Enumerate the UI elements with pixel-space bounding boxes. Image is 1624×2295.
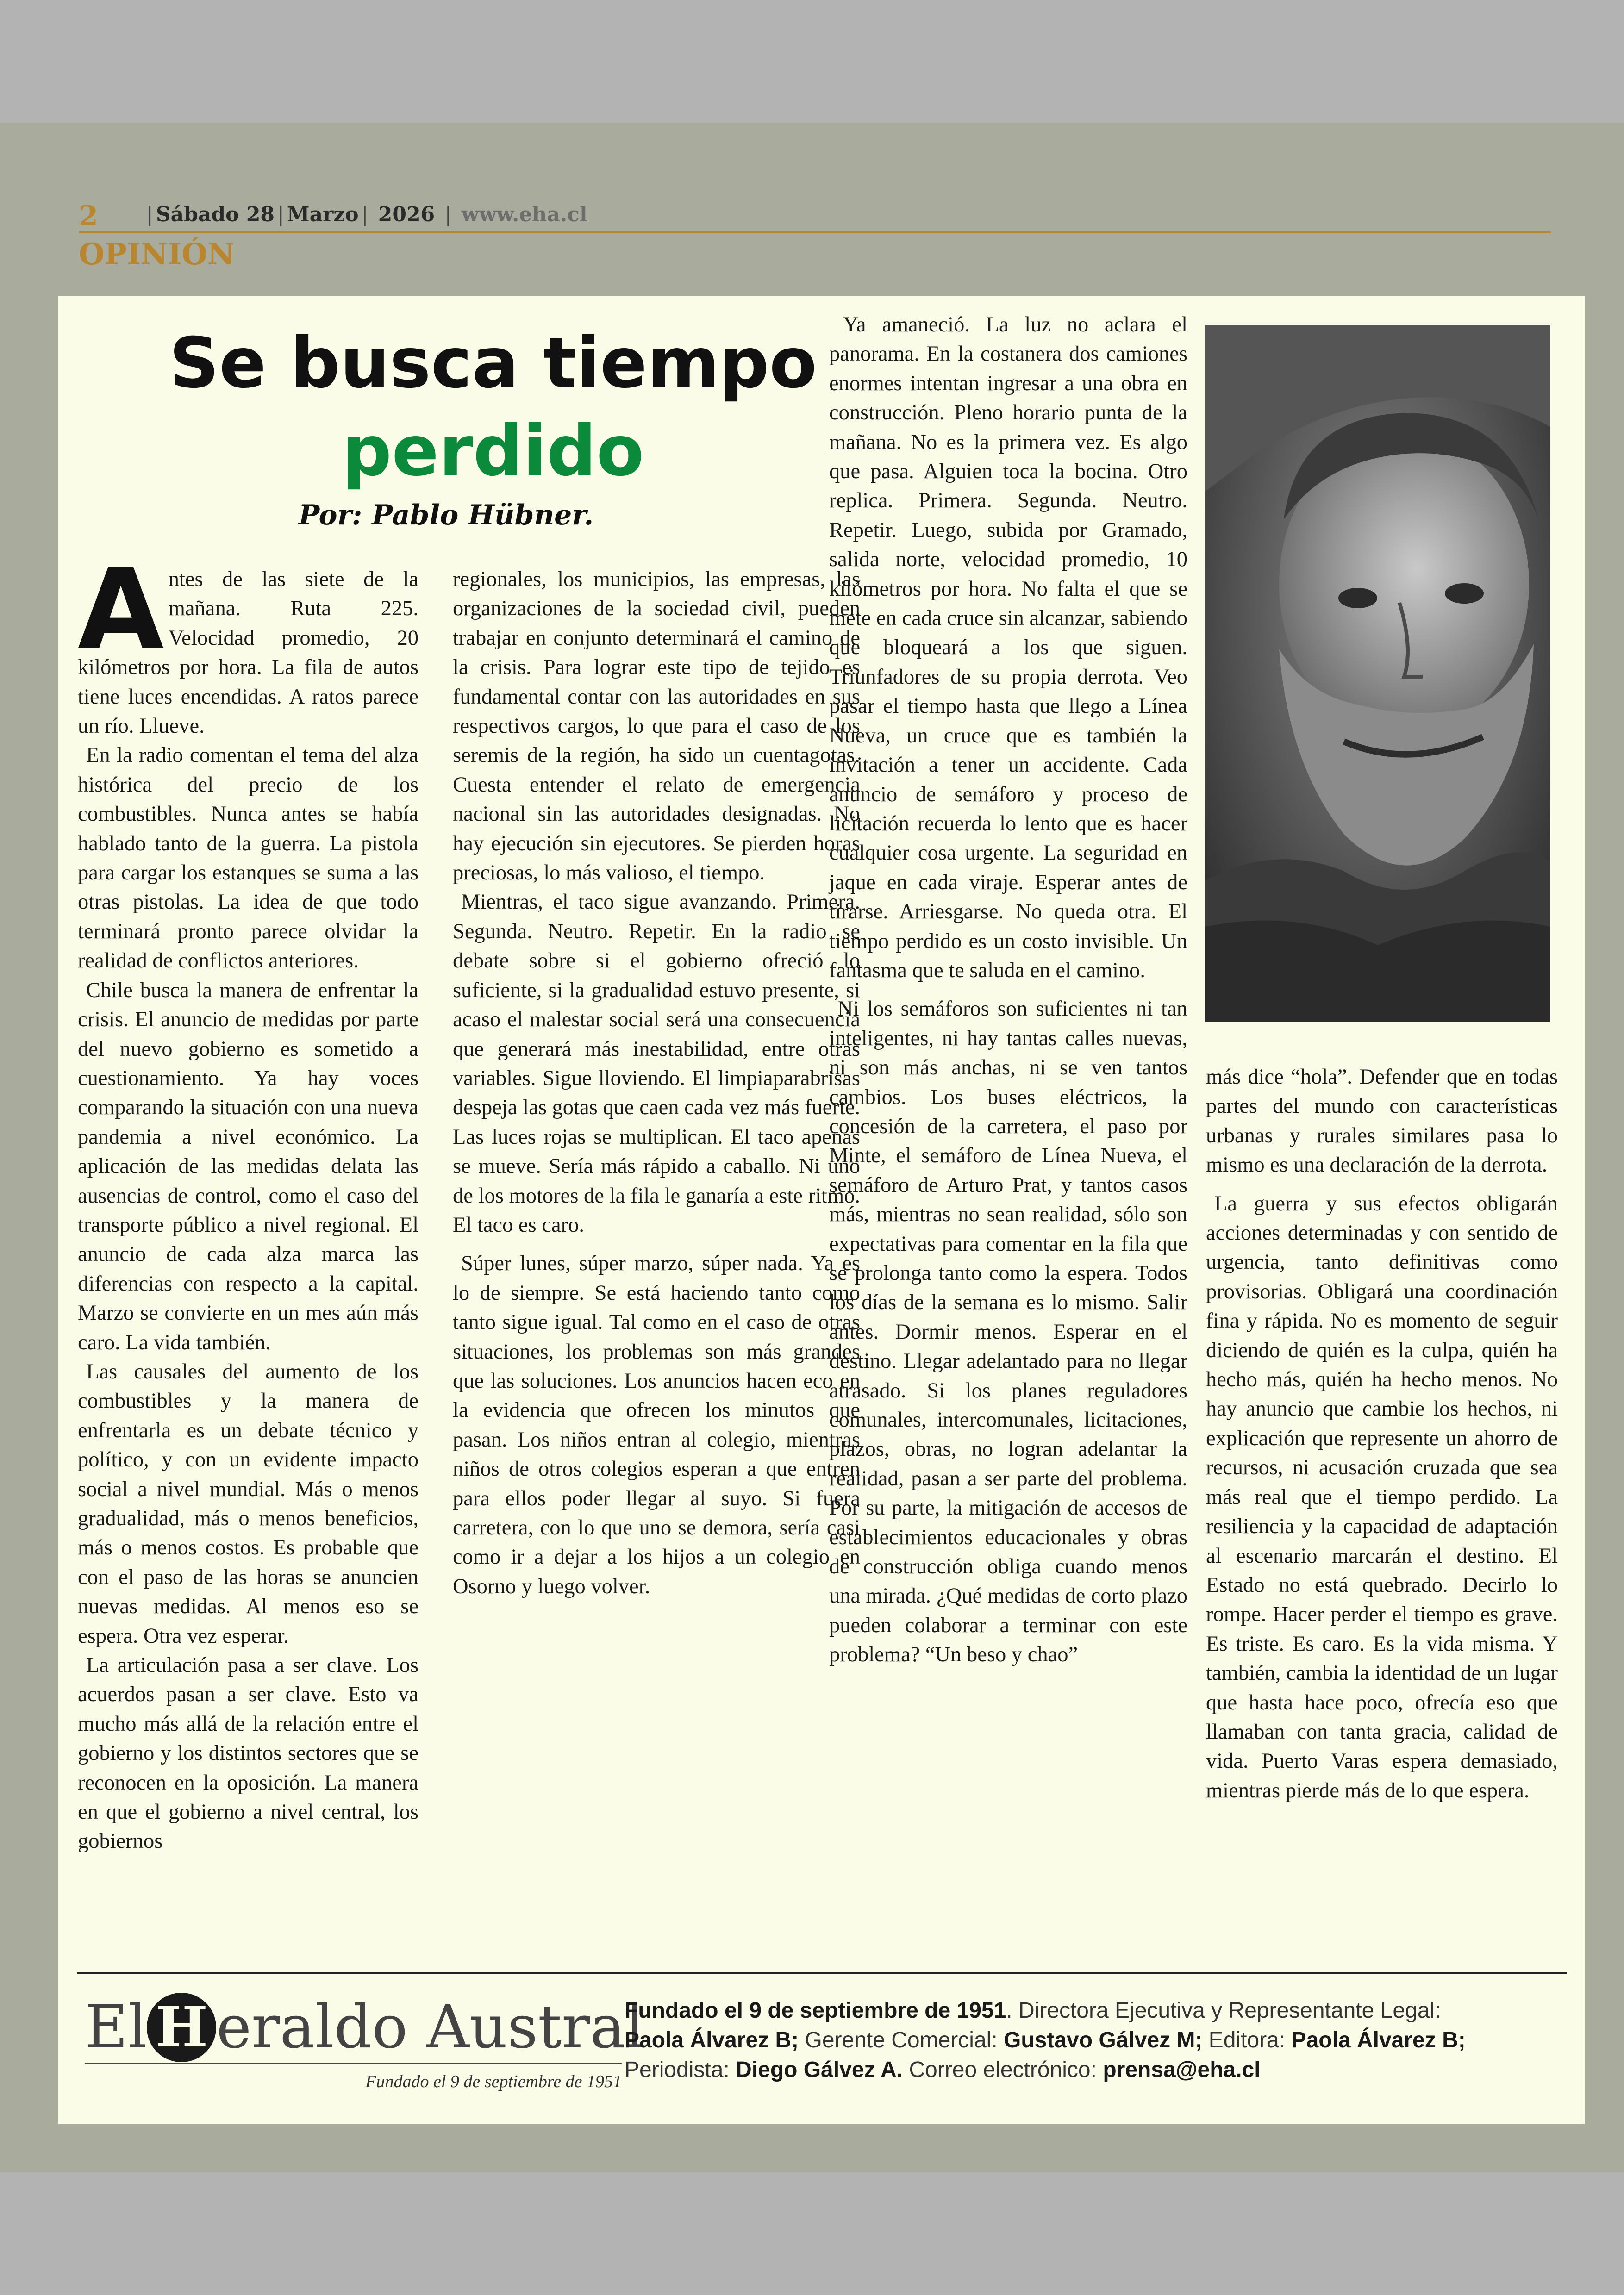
email-link[interactable]: prensa@eha.cl [1103,2058,1261,2082]
portrait-illustration [1205,325,1550,1022]
headline-line-2: perdido [342,411,644,492]
paragraph: Ya amaneció. La luz no aclara el panorama. En la costanera dos camiones enormes intentan ingresar a una obra en construcción. Pleno horario punta de la mañana. No es la primera vez. Es algo que pasa. Alguien toca la bocina. Otro replica. Primera. Segunda. Neutro. Repetir. Luego, subida por Gramado, salida norte, velocidad promedio, 10 kilómetros por hora. No falta el que se mete en cada cruce sin alcanzar, sabiendo que bloqueará a los que siguen. Triunfadores de su propia derrota. Veo pasar el tiempo hasta que llego a Línea Nueva, un cruce que es también la invitación a tener un accidente. Cada anuncio de semáforo y proceso de licitación recuerda lo lento que es hacer cualquier cosa urgente. La seguridad en jaque en cada viraje. Esperar antes de tirarse. Arriesgarse. No queda otra. El tiempo perdido es un costo invisible. Un fantasma que te saluda en el camino. [829,313,1187,982]
paragraph: Súper lunes, súper marzo, súper nada. Ya es lo de siempre. Se está haciendo tanto como tanto sigue igual. Tal como en el caso de otras situaciones, los problemas son más grandes que las soluciones. Los anuncios hacen eco en la evidencia que ofrecen los minutos que pasan. Los niños entran al colegio, mientras niños de otros colegios esperan a que entren para ellos poder llegar al suyo. Si fuera carretera, con lo que uno se demora, sería casi como ir a dejar a los hijos a un colegio en Osorno y luego volver. [453,1252,860,1598]
paragraph: Chile busca la manera de enfrentar la crisis. El anuncio de medidas por parte del nuevo gobierno es sometido a cuestionamiento. Ya hay voces comparando la situación con una nueva pandemia a nivel económico. La aplicación de las medidas delata las ausencias de control, como el caso del transporte público a nivel regional. El anuncio de cada alza marca las diferencias con respecto a la capital. Marzo se convierte en un mes aún más caro. La vida también. [78,978,418,1354]
logo-h-mark: H [147,1993,216,2062]
logo-el: El [85,1993,147,2062]
founded-date: Fundado el 9 de septiembre de 1951 [625,1998,1006,2023]
manager-label: Gerente Comercial: [799,2028,998,2052]
article-headline [123,319,863,495]
issue-month: Marzo [287,203,359,226]
article-column-2 [453,565,860,1601]
footer-divider [77,1972,1567,1974]
section-label: OPINIÓN [79,237,235,272]
paragraph: La guerra y sus efectos obligarán acciones determinadas y con sentido de urgencia, tanto definitivas como provisorias. Obligará una coordinación fina y rápida. No es momento de seguir diciendo de quién es la culpa, quién ha hecho más, quién ha hecho menos. No hay anuncio que cambie los hechos, ni explicación que represente un ahorro de recursos, ni acusación cruzada que sea más real que el tiempo perdido. La resiliencia y la capacidad de adaptación al escenario marcarán el destino. El Estado no está quebrado. Decirlo lo rompe. Hacer perder el tiempo es grave. Es triste. Es caro. Es la vida misma. Y también, cambia la identidad de un lugar que hasta hace poco, ofrecía eso que llamaban con tanta gracia, calidad de vida. Puerto Varas espera demasiado, mientras pierde más de lo que espera. [1206,1191,1558,1802]
masthead-credits [625,1996,1578,2085]
editor-name: Paola Álvarez B; [1291,2028,1466,2052]
issue-day: Sábado 28 [156,203,275,226]
article-column-3 [829,310,1187,1670]
email-label: Correo electrónico: [903,2058,1097,2082]
newspaper-logo [85,1993,644,2091]
website-link[interactable]: www.eha.cl [461,203,587,226]
director-name: Paola Álvarez B; [625,2028,799,2052]
issue-year: 2026 [378,203,435,226]
logo-rest: eraldo Austral [216,1993,644,2062]
paragraph: Las causales del aumento de los combustibles y la manera de enfrentarla es un debate técnico y político, y con un evidente impacto social a nivel mundial. Más o menos gradualidad, más o menos beneficios, más o menos costos. Es probable que con el paso de las horas se anuncien nuevas medidas. Al menos eso se espera. Otra vez esperar. [78,1360,418,1648]
paragraph: regionales, los municipios, las empresas, las organizaciones de la sociedad civil, pueden trabajar en conjunto determinará el camino de la crisis. Para lograr este tipo de tejido es fundamental contar con las autoridades en sus respectivos cargos, lo que para el caso de los seremis de la región, ha sido un cuentagotas. Cuesta entender el relato de emergencia nacional sin las autoridades designadas. No hay ejecución sin ejecutores. Se pierden horas preciosas, lo más valioso, el tiempo. [453,568,860,885]
paragraph: Ni los semáforos son suficientes ni tan inteligentes, ni hay tantas calles nuevas, ni son más anchas, ni se ven tantos cambios. Los buses eléctricos, la concesión de la carretera, el paso por Minte, el semáforo de Línea Nueva, el semáforo de Arturo Prat, y tantos casos más, mientras no sean realidad, sólo son expectativas para comentar en la fila que se prolonga tanto como la espera. Todos los días de la semana es lo mismo. Salir antes. Dormir menos. Esperar en el destino. Llegar adelantado para no llegar atrasado. Si los planes reguladores comunales, intercomunales, licitaciones, plazos, obras, no logran adelantar la realidad, pasan a ser parte del problema. Por su parte, la mitigación de accesos de establecimientos educacionales y obras de construcción obliga cuando menos una mirada. ¿Qué medidas de corto plazo pueden colaborar a terminar con este problema? “Un beso y chao” [829,997,1187,1667]
author-portrait-photo [1205,325,1550,1022]
page-header [79,194,1551,233]
headline-line-1: Se busca tiempo [169,323,817,404]
issue-line: | Sábado 28 | Marzo | 2026 | www.eha.cl [146,203,587,226]
page-number: 2 [79,200,98,232]
article-panel [58,296,1585,2124]
article-column-4 [1206,1062,1558,1805]
article-column-1 [78,544,418,1856]
editor-label: Editora: [1202,2028,1286,2052]
paragraph: ntes de las siete de la mañana. Ruta 225. Velocidad promedio, 20 kilómetros por hora. La fila de autos tiene luces encendidas. A ratos parece un río. Llueve. [78,568,418,738]
drop-cap: A [78,544,164,674]
paragraph: La articulación pasa a ser clave. Los acuerdos pasan a ser clave. Esto va mucho más allá de la relación entre el gobierno y los distintos sectores que se reconocen en la oposición. La manera en que el gobierno a nivel central, los gobiernos [78,1653,418,1853]
paragraph: más dice “hola”. Defender que en todas partes del mundo con características urbanas y rurales similares pasa lo mismo es una declaración de la derrota. [1206,1065,1558,1177]
logo-tagline: Fundado el 9 de septiembre de 1951 [365,2072,622,2091]
director-label: . Directora Ejecutiva y Representante Legal: [1006,1998,1441,2023]
manager-name: Gustavo Gálvez M; [1004,2028,1203,2052]
paragraph: En la radio comentan el tema del alza histórica del precio de los combustibles. Nunca antes se había hablado tanto de la guerra. La pistola para cargar los estanques se suma a las otras pistolas. La idea de que todo terminará pronto parece olvidar la realidad de conflictos anteriores. [78,743,418,973]
logo-underline [85,2063,622,2064]
journalist-label: Periodista: [625,2058,730,2082]
byline: Por: Pablo Hübner. [299,499,594,531]
paragraph: Mientras, el taco sigue avanzando. Primera. Segunda. Neutro. Repetir. En la radio se debate sobre si el gobierno ofreció lo suficiente, si la gradualidad estuvo presente, si acaso el malestar social será una consecuencia que generará más inestabilidad, entre otras variables. Sigue lloviendo. El limpiaparabrisas despeja las gotas que caen cada vez más fuerte. Las luces rojas se multiplican. El taco apenas se mueve. Sería más rápido a caballo. Ni uno de los motores de la fila le ganaría a este ritmo. El taco es caro. [453,890,860,1237]
journalist-name: Diego Gálvez A. [736,2058,903,2082]
logo-wordmark [85,1993,644,2062]
